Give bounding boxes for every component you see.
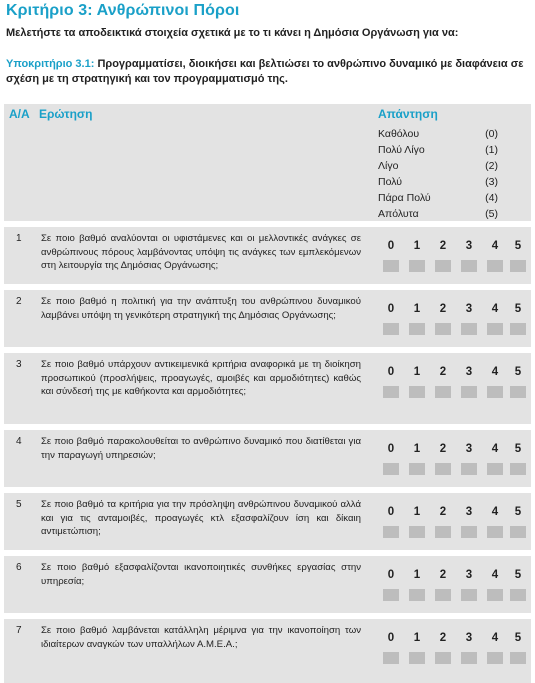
rating-numbers bbox=[378, 632, 522, 646]
rating-option-label: 1 bbox=[413, 632, 421, 644]
rating-checkbox[interactable] bbox=[435, 463, 451, 475]
scale-item bbox=[378, 128, 498, 144]
rating-option-label: 3 bbox=[465, 303, 473, 315]
rating-option-label: 5 bbox=[514, 569, 522, 581]
rating-checkbox[interactable] bbox=[487, 386, 503, 398]
rating-checkbox[interactable] bbox=[487, 463, 503, 475]
rating-checkbox[interactable] bbox=[435, 260, 451, 272]
rating-checkbox[interactable] bbox=[435, 323, 451, 335]
rating-option-label: 2 bbox=[439, 569, 447, 581]
scale-code: (4) bbox=[485, 192, 498, 204]
rating-option-label: 2 bbox=[439, 240, 447, 252]
rating-checkbox[interactable] bbox=[409, 463, 425, 475]
rating-checkbox[interactable] bbox=[461, 260, 477, 272]
rating-option-label: 1 bbox=[413, 303, 421, 315]
question-number: 4 bbox=[16, 436, 22, 447]
rating-checkbox[interactable] bbox=[461, 589, 477, 601]
scale-label: Απόλυτα bbox=[378, 208, 419, 220]
question-row bbox=[4, 430, 531, 487]
question-number: 2 bbox=[16, 296, 22, 307]
rating-checkbox[interactable] bbox=[383, 526, 399, 538]
rating-numbers bbox=[378, 569, 522, 583]
rating-checkbox[interactable] bbox=[487, 260, 503, 272]
rating-numbers bbox=[378, 366, 522, 380]
rating-option-label: 4 bbox=[491, 632, 499, 644]
scale-item bbox=[378, 144, 498, 160]
rating-checkbox[interactable] bbox=[487, 526, 503, 538]
rating-checkbox[interactable] bbox=[435, 386, 451, 398]
scale-label: Λίγο bbox=[378, 160, 399, 172]
rating-checkbox[interactable] bbox=[435, 526, 451, 538]
rating-numbers bbox=[378, 443, 522, 457]
rating-option-label: 5 bbox=[514, 506, 522, 518]
rating-option-label: 1 bbox=[413, 569, 421, 581]
rating-option-label: 5 bbox=[514, 303, 522, 315]
rating-checkbox[interactable] bbox=[409, 260, 425, 272]
rating-checkbox[interactable] bbox=[510, 652, 526, 664]
rating-option-label: 1 bbox=[413, 240, 421, 252]
page-title: Κριτήριο 3: Ανθρώπινοι Πόροι bbox=[6, 2, 240, 19]
rating-option-label: 0 bbox=[387, 240, 395, 252]
rating-boxes bbox=[378, 589, 518, 601]
rating-option-label: 2 bbox=[439, 443, 447, 455]
rating-boxes bbox=[378, 323, 518, 335]
scale-code: (5) bbox=[485, 208, 498, 220]
rating-checkbox[interactable] bbox=[435, 589, 451, 601]
question-text: Σε ποιο βαθμό η πολιτική για την ανάπτυξη του ανθρώπινου δυναμικού λαμβάνει υπόψη τη γενικότερη στρατηγική της Δημόσιας Οργάνωσης; bbox=[41, 296, 361, 321]
question-text: Σε ποιο βαθμό λαμβάνεται κατάλληλη μέριμνα για την ικανοποίηση των ιδιαίτερων αναγκών των υπαλλήλων Α.Μ.Ε.Α.; bbox=[41, 625, 361, 650]
scale-code: (0) bbox=[485, 128, 498, 140]
rating-checkbox[interactable] bbox=[409, 652, 425, 664]
subcriterion bbox=[6, 57, 530, 87]
rating-option-label: 4 bbox=[491, 366, 499, 378]
rating-option-label: 3 bbox=[465, 506, 473, 518]
rating-checkbox[interactable] bbox=[487, 323, 503, 335]
rating-boxes bbox=[378, 652, 518, 664]
question-row bbox=[4, 556, 531, 613]
scale-label: Πολύ Λίγο bbox=[378, 144, 425, 156]
rating-checkbox[interactable] bbox=[510, 260, 526, 272]
rating-option-label: 5 bbox=[514, 632, 522, 644]
question-row bbox=[4, 493, 531, 550]
rating-checkbox[interactable] bbox=[461, 526, 477, 538]
rating-option-label: 1 bbox=[413, 506, 421, 518]
question-text: Σε ποιο βαθμό υπάρχουν αντικειμενικά κριτήρια αναφορικά με τη διοίκηση προσωπικού (προσλήψεις, προαγωγές, αμοιβές και αρμοδιότητες) καθώς και σύνδεσή της με καθήκοντα και αρμοδιότητες; bbox=[41, 359, 361, 398]
rating-checkbox[interactable] bbox=[435, 652, 451, 664]
question-number: 7 bbox=[16, 625, 22, 636]
scale-label: Καθόλου bbox=[378, 128, 420, 140]
scale-item bbox=[378, 160, 498, 176]
rating-checkbox[interactable] bbox=[510, 386, 526, 398]
rating-checkbox[interactable] bbox=[510, 589, 526, 601]
subcriterion-text: Προγραμματίσει, διοικήσει και βελτιώσει το ανθρώπινο δυναμικό με διαφάνεια σε σχέση με τη στρατηγική και τον προγραμματισμό της. bbox=[6, 58, 524, 85]
rating-checkbox[interactable] bbox=[510, 323, 526, 335]
scale-item bbox=[378, 176, 498, 192]
rating-checkbox[interactable] bbox=[383, 260, 399, 272]
rating-option-label: 0 bbox=[387, 569, 395, 581]
rating-option-label: 3 bbox=[465, 569, 473, 581]
rating-option-label: 4 bbox=[491, 443, 499, 455]
rating-numbers bbox=[378, 240, 522, 254]
rating-option-label: 4 bbox=[491, 506, 499, 518]
question-row bbox=[4, 619, 531, 683]
question-text: Σε ποιο βαθμό αναλύονται οι υφιστάμενες και οι μελλοντικές ανάγκες σε ανθρώπινους πόρους λαμβάνοντας υπόψη τις ανάγκες των εμπλεκόμενων στη λειτουργία της Δημόσιας Οργάνωσης; bbox=[41, 233, 361, 272]
rating-option-label: 3 bbox=[465, 443, 473, 455]
rating-checkbox[interactable] bbox=[409, 589, 425, 601]
rating-checkbox[interactable] bbox=[383, 386, 399, 398]
question-row bbox=[4, 227, 531, 284]
rating-checkbox[interactable] bbox=[487, 589, 503, 601]
subcriterion-label: Υποκριτήριο 3.1: bbox=[6, 58, 95, 70]
header-aa: Α/Α bbox=[9, 107, 30, 121]
rating-numbers bbox=[378, 506, 522, 520]
question-row bbox=[4, 290, 531, 347]
scale-label: Πολύ bbox=[378, 176, 402, 188]
intro-text: Μελετήστε τα αποδεικτικά στοιχεία σχετικά με το τι κάνει η Δημόσια Οργάνωση για να: bbox=[6, 27, 459, 39]
rating-option-label: 3 bbox=[465, 366, 473, 378]
rating-option-label: 2 bbox=[439, 366, 447, 378]
rating-checkbox[interactable] bbox=[383, 323, 399, 335]
rating-checkbox[interactable] bbox=[409, 386, 425, 398]
question-text: Σε ποιο βαθμό εξασφαλίζονται ικανοποιητικές συνθήκες εργασίας στην υπηρεσία; bbox=[41, 562, 361, 587]
scale-label: Πάρα Πολύ bbox=[378, 192, 431, 204]
rating-option-label: 5 bbox=[514, 240, 522, 252]
rating-checkbox[interactable] bbox=[461, 463, 477, 475]
rating-checkbox[interactable] bbox=[510, 463, 526, 475]
scale-item bbox=[378, 208, 498, 224]
rating-checkbox[interactable] bbox=[510, 526, 526, 538]
rating-option-label: 0 bbox=[387, 303, 395, 315]
scale-code: (1) bbox=[485, 144, 498, 156]
rating-option-label: 0 bbox=[387, 366, 395, 378]
question-row bbox=[4, 353, 531, 424]
rating-option-label: 3 bbox=[465, 240, 473, 252]
question-text: Σε ποιο βαθμό τα κριτήρια για την πρόσληψη ανθρώπινου δυναμικού αλλά και για τις ανταμοιβές, προαγωγές κτλ εξασφαλίζουν ίση και δίκαιη αντιμετώπιση; bbox=[41, 499, 361, 538]
rating-option-label: 2 bbox=[439, 506, 447, 518]
rating-checkbox[interactable] bbox=[383, 589, 399, 601]
rating-option-label: 2 bbox=[439, 303, 447, 315]
rating-boxes bbox=[378, 526, 518, 538]
header-answer: Απάντηση bbox=[378, 107, 438, 121]
rating-option-label: 1 bbox=[413, 366, 421, 378]
rating-boxes bbox=[378, 386, 518, 398]
rating-boxes bbox=[378, 463, 518, 475]
rating-boxes bbox=[378, 260, 518, 272]
rating-option-label: 4 bbox=[491, 303, 499, 315]
rating-option-label: 0 bbox=[387, 506, 395, 518]
rating-option-label: 4 bbox=[491, 569, 499, 581]
rating-checkbox[interactable] bbox=[409, 323, 425, 335]
question-number: 5 bbox=[16, 499, 22, 510]
scale-item bbox=[378, 192, 498, 208]
rating-option-label: 0 bbox=[387, 632, 395, 644]
rating-checkbox[interactable] bbox=[461, 386, 477, 398]
questionnaire-table bbox=[4, 104, 531, 683]
rating-checkbox[interactable] bbox=[461, 323, 477, 335]
rating-checkbox[interactable] bbox=[487, 652, 503, 664]
rating-checkbox[interactable] bbox=[461, 652, 477, 664]
question-number: 6 bbox=[16, 562, 22, 573]
rating-checkbox[interactable] bbox=[383, 652, 399, 664]
question-text: Σε ποιο βαθμό παρακολουθείται το ανθρώπινο δυναμικό που διατίθεται για την παραγωγή υπηρεσιών; bbox=[41, 436, 361, 461]
rating-option-label: 3 bbox=[465, 632, 473, 644]
rating-option-label: 4 bbox=[491, 240, 499, 252]
rating-option-label: 2 bbox=[439, 632, 447, 644]
table-header bbox=[4, 104, 531, 221]
question-number: 3 bbox=[16, 359, 22, 370]
header-question: Ερώτηση bbox=[39, 107, 93, 121]
rating-option-label: 5 bbox=[514, 443, 522, 455]
rating-checkbox[interactable] bbox=[409, 526, 425, 538]
rating-option-label: 5 bbox=[514, 366, 522, 378]
rating-numbers bbox=[378, 303, 522, 317]
scale-code: (3) bbox=[485, 176, 498, 188]
scale-code: (2) bbox=[485, 160, 498, 172]
rating-checkbox[interactable] bbox=[383, 463, 399, 475]
rating-option-label: 1 bbox=[413, 443, 421, 455]
rating-option-label: 0 bbox=[387, 443, 395, 455]
question-number: 1 bbox=[16, 233, 22, 244]
rating-scale-legend bbox=[378, 128, 498, 224]
